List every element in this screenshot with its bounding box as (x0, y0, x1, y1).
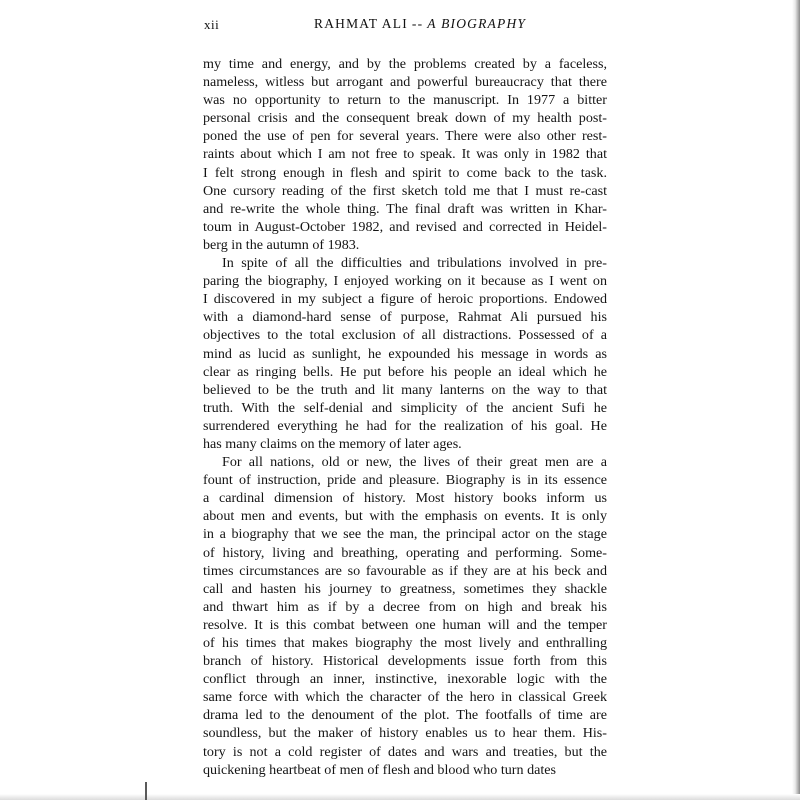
page-number: xii (204, 17, 220, 32)
text-line: poned the use of pen for several years. There were also other rest- (203, 128, 607, 145)
paragraph (203, 453, 607, 779)
text-line: soundless, but the maker of history enables us to hear them. His- (203, 725, 607, 742)
text-line: and re-write the whole thing. The final draft was written in Khar- (203, 200, 607, 217)
text-line: of history, living and breathing, operating and performing. Some- (203, 544, 607, 561)
text-line: drama led to the denoument of the plot. The footfalls of time are (203, 707, 607, 724)
text-line: was no opportunity to return to the manuscript. In 1977 a bitter (203, 92, 607, 109)
text-line: times circumstances are so favourable as if they are at his beck and (203, 562, 607, 579)
text-line: toum in August-October 1982, and revised and corrected in Heidel- (203, 218, 607, 235)
text-line: raints about which I am not free to speak. It was only in 1982 that (203, 146, 607, 163)
header-title: A BIOGRAPHY (427, 16, 527, 31)
running-title (314, 16, 526, 32)
text-line: believed to be the truth and lit many lanterns on the way to that (203, 381, 607, 398)
text-line: I discovered in my subject a figure of heroic proportions. Endowed (203, 291, 607, 308)
text-line: and thwart him as if by a decree from on high and break his (203, 598, 607, 615)
text-line: tory is not a cold register of dates and wars and treaties, but the (203, 743, 607, 760)
text-line: conflict through an inner, instinctive, inexorable logic with the (203, 671, 607, 688)
text-line: objectives to the total exclusion of all distractions. Possessed of a (203, 327, 607, 344)
text-line: surrendered everything he had for the realization of his goal. He (203, 417, 607, 434)
paragraph (203, 254, 607, 453)
text-line: In spite of all the difficulties and tribulations involved in pre- (222, 255, 607, 272)
text-line: For all nations, old or new, the lives of their great men are a (222, 454, 607, 471)
text-line: my time and energy, and by the problems created by a faceless, (203, 56, 607, 72)
text-line: personal crisis and the consequent break down of my health post- (203, 110, 607, 127)
text-line: call and hasten his journey to greatness, sometimes they shackle (203, 580, 607, 597)
text-line: fount of instruction, pride and pleasure. Biography is in its essence (203, 472, 607, 489)
text-line: I felt strong enough in flesh and spirit to come back to the task. (203, 164, 607, 181)
text-line: resolve. It is this combat between one human will and the temper (203, 616, 607, 633)
header-author: RAHMAT ALI (314, 16, 408, 31)
header-separator: -- (411, 16, 424, 31)
text-line: paring the biography, I enjoyed working on it because as I went on (203, 273, 607, 290)
text-line: with a diamond-hard sense of purpose, Rahmat Ali pursued his (203, 309, 607, 326)
text-line: nameless, witless but arrogant and powerful bureaucracy that there (203, 74, 607, 91)
text-line: quickening heartbeat of men of flesh and blood who turn dates (203, 761, 557, 778)
text-line: has many claims on the memory of later ages. (203, 435, 462, 452)
text-line: same force with which the character of the hero in classical Greek (203, 689, 607, 706)
text-line: in a biography that we see the man, the principal actor on the stage (203, 526, 607, 543)
text-line: about men and events, but with the emphasis on events. It is only (203, 508, 607, 525)
body-text (203, 55, 607, 779)
text-line: berg in the autumn of 1983. (203, 236, 360, 253)
paragraph (203, 55, 607, 254)
text-line: a cardinal dimension of history. Most history books inform us (203, 490, 607, 507)
page-bottom-edge (0, 794, 800, 800)
page-edge-shadow (792, 0, 800, 800)
text-line: mind as lucid as sunlight, he expounded his message in words as (203, 345, 607, 362)
text-line: clear as ringing bells. He put before his people an ideal which he (203, 363, 607, 380)
text-line: One cursory reading of the first sketch told me that I must re-cast (203, 182, 607, 199)
text-line: of his times that makes biography the most lively and enthralling (203, 635, 607, 651)
text-line: branch of history. Historical developments issue forth from this (203, 653, 607, 670)
margin-mark (145, 782, 147, 800)
running-header (204, 14, 604, 38)
text-line: truth. With the self-denial and simplicity of the ancient Sufi he (203, 399, 607, 416)
